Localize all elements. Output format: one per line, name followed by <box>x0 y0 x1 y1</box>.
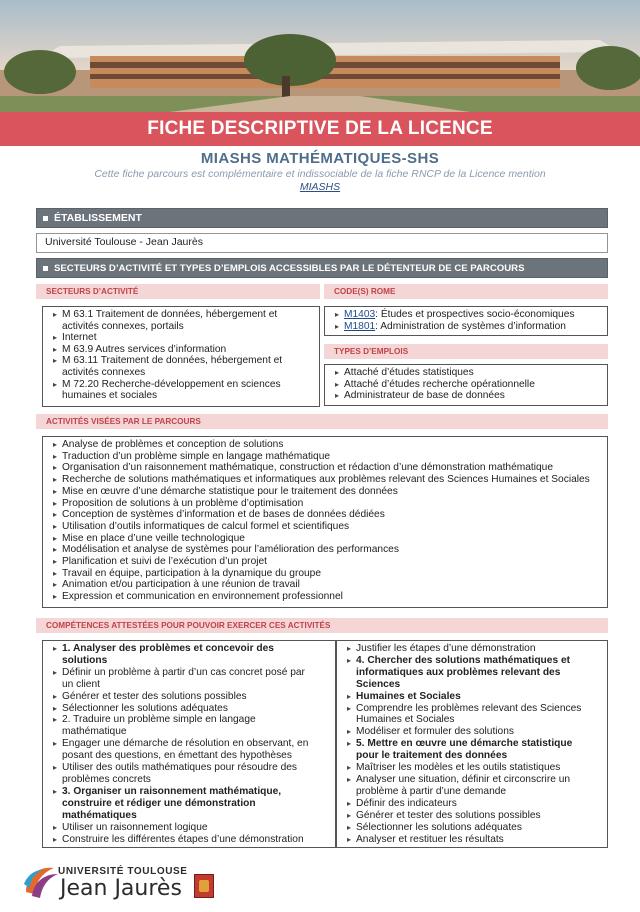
logo-top-text: UNIVERSITÉ TOULOUSE <box>58 866 188 877</box>
list-item: construire et rédiger une démonstration <box>62 797 256 809</box>
list-item: ▸ Utiliser des outils mathématiques pour résoudre des <box>55 762 325 774</box>
list-item: ▸ 4. Chercher des solutions mathématiques et <box>349 655 597 667</box>
secteurs-section-heading: SECTEURS D’ACTIVITÉ ET TYPES D’EMPLOIS ACCESSIBLES PAR LE DÉTENTEUR DE CE PARCOURS <box>54 262 525 274</box>
campus-banner-photo <box>0 0 640 112</box>
list-item: ▸ Conception de systèmes d’information et de bases de données dédiées <box>55 509 597 521</box>
list-item: ▸ Mise en œuvre d’une démarche statistique pour le traitement des données <box>55 486 597 498</box>
etablissement-box <box>36 233 608 253</box>
list-item: activités connexes, portails <box>62 320 184 332</box>
list-item: ▸ Attaché d’études recherche opérationnelle <box>337 379 597 391</box>
types-emplois-box <box>324 364 608 406</box>
list-item: ▸ Sélectionner les solutions adéquates <box>55 703 325 715</box>
miashs-link[interactable]: MIASHS <box>299 181 341 193</box>
list-item: ▸ Recherche de solutions mathématiques et informatiques aux problèmes relevant des Sciences Humaines et Sociales <box>55 474 597 486</box>
list-item: ▸ 1. Analyser des problèmes et concevoir des <box>55 643 325 655</box>
list-item: mathématique <box>62 726 127 738</box>
list-item: ▸ M 63.9 Autres services d’information <box>55 344 309 356</box>
competences-right-box <box>336 640 608 848</box>
activites-label: ACTIVITÉS VISÉES PAR LE PARCOURS <box>36 414 608 429</box>
seal-icon <box>194 874 214 898</box>
secteurs-label: SECTEURS D’ACTIVITÉ <box>36 284 320 299</box>
bullet-square-icon <box>43 216 48 221</box>
list-item: ▸ Définir un problème à partir d’un cas concret posé par <box>55 667 325 679</box>
list-item: ▸ Maîtriser les modèles et les outils statistiques <box>349 762 597 774</box>
list-item: ▸ Proposition de solutions à un problème d’optimisation <box>55 498 597 510</box>
secteurs-box <box>42 306 320 407</box>
list-item: activités connexes <box>62 366 146 378</box>
list-item: ▸ Mise en place d’une veille technologique <box>55 533 597 545</box>
competences-label: COMPÉTENCES ATTESTÉES POUR POUVOIR EXERCER CES ACTIVITÉS <box>36 618 608 633</box>
types-emplois-label: TYPES D’EMPLOIS <box>324 344 608 359</box>
page-title: FICHE DESCRIPTIVE DE LA LICENCE <box>147 118 493 139</box>
codes-rome-box <box>324 306 608 336</box>
list-item: ▸ Définir des indicateurs <box>349 798 597 810</box>
list-item: ▸ M 63.1 Traitement de données, hébergement et <box>55 309 309 321</box>
list-item: ▸ Comprendre les problèmes relevant des Sciences <box>349 703 597 715</box>
list-item: ▸ Expression et communication en environnement professionnel <box>55 591 597 603</box>
list-item: posant des questions, en émettant des hypothèses <box>62 750 292 762</box>
list-item: pour le traitement des données <box>356 750 508 762</box>
list-item: ▸ 2. Traduire un problème simple en langage <box>55 714 325 726</box>
list-item: ▸ M 72.20 Recherche-développement en sciences <box>55 379 309 391</box>
activites-box <box>42 436 608 608</box>
secteurs-section-header <box>36 258 608 278</box>
list-item: ▸ 5. Mettre en œuvre une démarche statistique <box>349 738 597 750</box>
list-item: humaines et sociales <box>62 390 158 402</box>
competences-left-box <box>42 640 336 848</box>
logo-main-text: Jean Jaurès <box>60 876 182 901</box>
list-item: Sciences <box>356 678 401 690</box>
title-band <box>0 112 640 146</box>
rome-code-link[interactable]: M1403 <box>344 309 376 320</box>
list-item: ▸ Analyser une situation, définir et circonscrire un <box>349 774 597 786</box>
codes-rome-label: CODE(S) ROME <box>324 284 608 299</box>
list-item: ▸ Utilisation d’outils informatiques de calcul formel et scientifiques <box>55 521 597 533</box>
list-item: ▸ Analyse de problèmes et conception de solutions <box>55 439 597 451</box>
list-item: ▸ M 63.11 Traitement de données, hébergement et <box>55 355 309 367</box>
list-item: solutions <box>62 654 108 666</box>
list-item: ▸ Justifier les étapes d’une démonstration <box>349 643 597 655</box>
list-item: Humaines et Sociales <box>356 714 455 726</box>
list-item: ▸ Analyser et restituer les résultats <box>349 834 597 846</box>
list-item: ▸ Travail en équipe, participation à la dynamique du groupe <box>55 568 597 580</box>
list-item: mathématiques <box>62 809 137 821</box>
list-item: ▸ 3. Organiser un raisonnement mathématique, <box>55 786 325 798</box>
etablissement-heading: ÉTABLISSEMENT <box>54 212 142 224</box>
rome-code-link[interactable]: M1801 <box>344 320 376 332</box>
list-item: ▸ Sélectionner les solutions adéquates <box>349 822 597 834</box>
list-item: ▸ Organisation d’un raisonnement mathématique, construction et rédaction d’une démonstration mathématique <box>55 462 597 474</box>
list-item: ▸ Générer et tester des solutions possibles <box>349 810 597 822</box>
list-item: ▸ Planification et suivi de l’exécution d’un projet <box>55 556 597 568</box>
list-item: ▸ Modéliser et formuler des solutions <box>349 726 597 738</box>
list-item: ▸ Utiliser un raisonnement logique <box>55 822 325 834</box>
rome-code-text: : Études et prospectives socio-économiques <box>375 309 575 320</box>
list-item: ▸ Administrateur de base de données <box>337 390 597 402</box>
etablissement-value: Université Toulouse - Jean Jaurès <box>45 236 203 248</box>
list-item <box>337 321 597 333</box>
etablissement-header <box>36 208 608 228</box>
list-item: problèmes concrets <box>62 773 151 785</box>
list-item: un client <box>62 678 100 690</box>
list-item: ▸ Générer et tester des solutions possibles <box>55 691 325 703</box>
rncp-note-text: Cette fiche parcours est complémentaire et indissociable de la fiche RNCP de la Licence mention <box>94 168 546 180</box>
rncp-note <box>60 168 580 194</box>
list-item: ▸ Humaines et Sociales <box>349 691 597 703</box>
list-item: informatiques aux problèmes relevant des <box>356 666 561 678</box>
rome-code-text: : Administration de systèmes d’information <box>375 320 566 332</box>
list-item: ▸ Attaché d’études statistiques <box>337 367 597 379</box>
list-item: ▸ Traduction d’un problème simple en langage mathématique <box>55 451 597 463</box>
list-item: ▸ Modélisation et analyse de systèmes pour l’amélioration des performances <box>55 544 597 556</box>
list-item: problème à partir d’une demande <box>356 785 507 797</box>
list-item: ▸ Animation et/ou participation à une réunion de travail <box>55 579 597 591</box>
bullet-square-icon <box>43 266 48 271</box>
list-item: ▸ Internet <box>55 332 309 344</box>
list-item <box>337 309 597 321</box>
list-item: ▸ Engager une démarche de résolution en observant, en <box>55 738 325 750</box>
list-item: ▸ Construire les différentes étapes d’une démonstration <box>55 834 325 846</box>
university-logo-icon <box>22 862 60 900</box>
program-subtitle: MIASHS MATHÉMATIQUES-SHS <box>200 150 440 167</box>
